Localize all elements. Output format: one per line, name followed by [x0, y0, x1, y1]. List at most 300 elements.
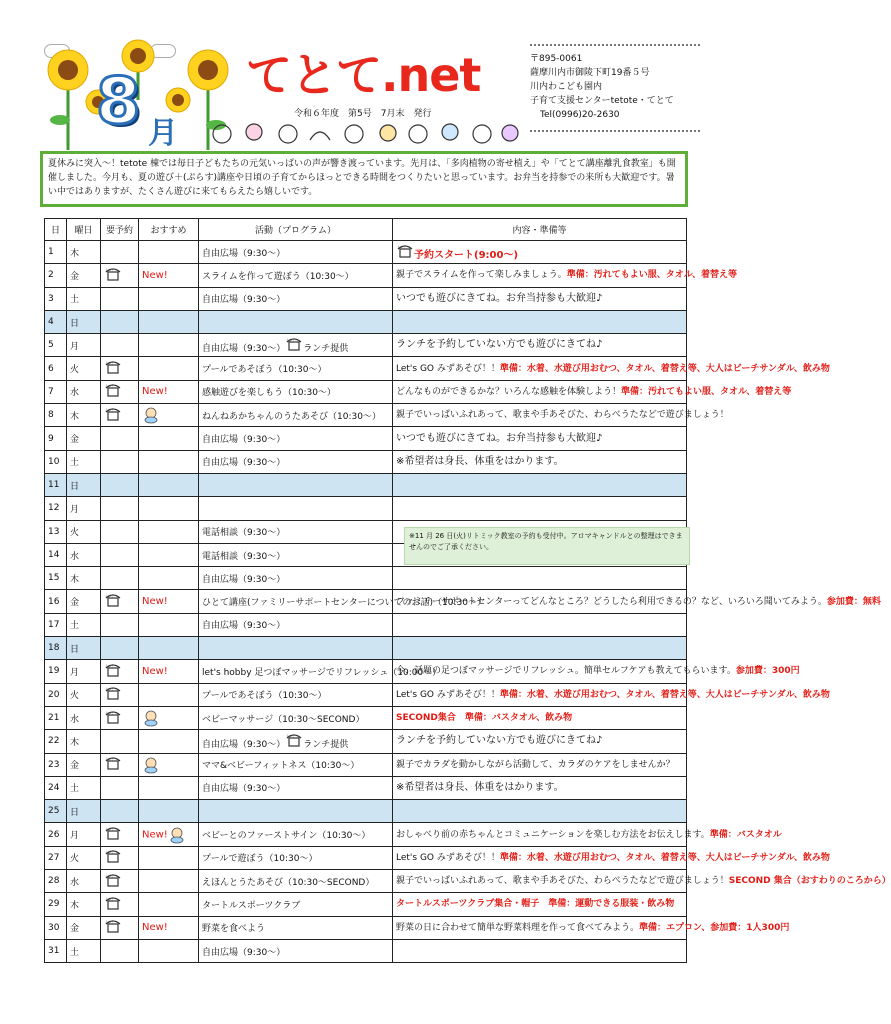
activity-text: 感触遊びを楽しもう（10:30～） [202, 388, 336, 399]
day-number: 28 [45, 870, 67, 893]
reservation-cell [101, 637, 139, 660]
day-number: 16 [45, 590, 67, 613]
content-text: 予約スタート(9:00～) [414, 249, 519, 261]
content-cell [393, 753, 687, 776]
weekday: 金 [67, 427, 101, 450]
activity-text: 自由広場（9:30～） [202, 947, 286, 958]
weekday: 火 [67, 846, 101, 869]
schedule-table [44, 218, 891, 963]
baby-icon [168, 830, 186, 840]
weekday: 土 [67, 613, 101, 636]
activity-text: えほんとうたあそび（10:30～SECOND） [202, 877, 375, 888]
svg-text:よやく: よやく [105, 663, 115, 668]
activity-cell [199, 939, 393, 962]
activity-cell [199, 357, 393, 380]
activity-cell [199, 870, 393, 893]
svg-text:よやく: よやく [286, 733, 296, 738]
schedule-row [45, 683, 687, 706]
reservation-cell [101, 520, 139, 543]
day-number: 7 [45, 380, 67, 403]
svg-text:よやく: よやく [105, 896, 115, 901]
activity-cell [199, 893, 393, 916]
day-number: 13 [45, 520, 67, 543]
baby-icon [142, 411, 160, 421]
new-badge: New! [142, 665, 168, 677]
reservation-cell [101, 380, 139, 403]
schedule-row [45, 590, 687, 613]
day-number: 26 [45, 823, 67, 846]
content-cell [393, 939, 687, 962]
recommend-cell [139, 939, 199, 962]
activity-text: 自由広場（9:30～） [202, 343, 286, 354]
day-number: 19 [45, 660, 67, 683]
activity-text: プールで遊ぼう（10:30～） [202, 854, 318, 865]
reservation-phone-icon [104, 896, 122, 913]
notice-box: ※11 月 26 日(火)リトミック教室の予約も受付中。アロマキャンドルとの整理はできませんのでご了承ください。 [404, 527, 690, 565]
reservation-cell [101, 357, 139, 380]
content-cell [393, 380, 792, 403]
content-cell [393, 427, 687, 450]
reservation-phone-icon [285, 733, 303, 750]
reservation-phone-icon [104, 687, 122, 703]
baby-icon [142, 714, 160, 724]
recommend-cell [139, 637, 199, 660]
recommend-cell [139, 916, 199, 939]
preparation-note: 準備：水着、水遊び用おむつ、タオル、着替え等、大人はビーチサンダル、飲み物 [499, 852, 830, 863]
month-number: 8 [96, 65, 141, 139]
activity-text: ママ&ベビーフィットネス（10:30～） [202, 761, 360, 772]
day-number: 23 [45, 753, 67, 776]
recommend-cell [139, 427, 199, 450]
weekday: 火 [67, 683, 101, 706]
reservation-phone-icon [104, 850, 122, 866]
reservation-cell [101, 893, 139, 916]
svg-text:よやく: よやく [105, 407, 115, 412]
activity-cell [199, 706, 393, 729]
svg-text:よやく: よやく [105, 757, 115, 762]
reservation-cell [101, 473, 139, 496]
reservation-cell [101, 800, 139, 823]
recommend-cell [139, 730, 199, 753]
day-number: 27 [45, 846, 67, 869]
day-number: 8 [45, 404, 67, 427]
activity-cell [199, 473, 393, 496]
reservation-phone-icon [396, 244, 414, 261]
activity-cell [199, 730, 393, 753]
activity-cell [199, 497, 393, 520]
new-badge: New! [142, 596, 168, 608]
day-number: 11 [45, 473, 67, 496]
header-recommend: おすすめ [139, 219, 199, 241]
activity-text: 自由広場（9:30～） [202, 458, 286, 469]
content-cell [393, 637, 687, 660]
reservation-phone-icon [104, 710, 122, 727]
activity-text: ベビーマッサージ（10:30～SECOND） [202, 714, 365, 725]
postal-code: 〒895-0061 [530, 54, 583, 64]
schedule-row [45, 427, 687, 450]
activity-cell [199, 753, 393, 776]
svg-text:よやく: よやく [105, 850, 115, 855]
content-cell [393, 870, 891, 893]
weekday: 月 [67, 660, 101, 683]
day-number: 20 [45, 683, 67, 706]
day-number: 29 [45, 893, 67, 916]
recommend-cell [139, 706, 199, 729]
day-number: 22 [45, 730, 67, 753]
header-weekday: 曜日 [67, 219, 101, 241]
content-cell [393, 473, 687, 496]
activity-cell [199, 404, 393, 427]
reservation-cell [101, 613, 139, 636]
activity-cell [199, 916, 393, 939]
svg-text:よやく: よやく [105, 710, 115, 715]
svg-text:よやく: よやく [105, 384, 115, 389]
day-number: 18 [45, 637, 67, 660]
schedule-row [45, 287, 687, 310]
content-cell [393, 823, 782, 846]
header-day: 日 [45, 219, 67, 241]
reservation-phone-icon [104, 757, 122, 773]
content-cell [393, 287, 687, 310]
reservation-cell [101, 706, 139, 729]
schedule-row [45, 567, 687, 590]
day-number: 10 [45, 450, 67, 473]
recommend-cell [139, 823, 199, 846]
content-cell [393, 264, 738, 287]
weekday: 火 [67, 520, 101, 543]
reservation-cell [101, 287, 139, 310]
activity-cell [199, 287, 393, 310]
content-cell [393, 893, 687, 916]
activity-text: 自由広場（9:30～） [202, 739, 286, 750]
preparation-note: 準備：水着、水遊び用おむつ、タオル、着替え等、大人はビーチサンダル、飲み物 [499, 363, 830, 374]
content-cell [393, 497, 687, 520]
content-cell [393, 310, 687, 333]
activity-text: 電話相談（9:30～） [202, 551, 286, 562]
header-activity: 活動（プログラム） [199, 219, 393, 241]
content-text: 親子でいっぱいふれあって、歌まや手あそびた、わらべうたなどで遊びましょう！ [396, 876, 729, 887]
schedule-row [45, 497, 687, 520]
content-text: 野菜の日に合わせて簡単な野菜料理を作って食べてみよう。 [396, 922, 640, 933]
activity-cell [199, 613, 393, 636]
preparation-note: 準備：バスタオル [709, 829, 782, 840]
preparation-note: 準備：汚れてもよい服、タオル、着替え等 [621, 386, 792, 397]
content-text: おしゃべり前の赤ちゃんとコミュニケーションを楽しむ方法をお伝えします。 [396, 829, 710, 840]
activity-cell [199, 264, 393, 287]
reservation-cell [101, 310, 139, 333]
reservation-cell [101, 590, 139, 613]
reservation-cell [101, 427, 139, 450]
activity-text: ひとて講座(ファミリーサポートセンターについてのお話)（10:30～） [202, 598, 486, 609]
activity-text: ベビーとのファーストサイン（10:30～） [202, 831, 371, 842]
schedule-row [45, 730, 687, 753]
schedule-row [45, 800, 687, 823]
weekday: 金 [67, 916, 101, 939]
weekday: 水 [67, 543, 101, 566]
activity-cell [199, 543, 393, 566]
svg-text:よやく: よやく [105, 361, 115, 366]
day-number: 9 [45, 427, 67, 450]
contact-block [530, 44, 700, 132]
weekday: 木 [67, 404, 101, 427]
content-text: Let's GO みずあそび！！ [396, 689, 500, 700]
reservation-cell [101, 823, 139, 846]
schedule-row [45, 870, 687, 893]
svg-text:よやく: よやく [105, 827, 115, 832]
recommend-cell [139, 497, 199, 520]
content-cell [393, 357, 830, 380]
activity-text: 自由広場（9:30～） [202, 784, 286, 795]
svg-text:よやく: よやく [105, 873, 115, 878]
recommend-cell [139, 870, 199, 893]
recommend-cell [139, 613, 199, 636]
weekday: 水 [67, 380, 101, 403]
content-text: 親子でカラダを動かしながら活動して、カラダのケアをしませんか？ [396, 759, 675, 770]
preparation-note: 参加費：無料 [826, 596, 881, 607]
day-number: 1 [45, 241, 67, 264]
telephone: Tel(0996)20-2630 [540, 110, 620, 120]
recommend-cell [139, 776, 199, 799]
preparation-note: SECOND 集合（おすわりのころから） [728, 876, 891, 887]
svg-text:よやく: よやく [105, 594, 115, 599]
content-text: 親子でいっぱいふれあって、歌まや手あそびた、わらべうたなどで遊びましょう！ [396, 410, 729, 421]
activity-cell [199, 450, 393, 473]
weekday: 水 [67, 870, 101, 893]
recommend-cell [139, 450, 199, 473]
preparation-note: 準備：水着、水遊び用おむつ、タオル、着替え等、大人はビーチサンダル、飲み物 [499, 689, 830, 700]
new-badge: New! [142, 922, 168, 934]
recommend-cell [139, 404, 199, 427]
schedule-row [45, 241, 687, 264]
new-badge: New! [142, 829, 168, 841]
content-text: ランチを予約していない方でも遊びにきてね♪ [396, 339, 603, 351]
reservation-cell [101, 916, 139, 939]
content-cell [393, 800, 687, 823]
issue-line: 令和６年度 第5号 7月末 発行 [294, 109, 432, 119]
content-text: どんなものができるかな？いろんな感触を体験しよう！ [396, 386, 622, 397]
preparation-note: 準備：エプロン、参加費：1人300円 [639, 922, 790, 933]
baby-icon [142, 760, 160, 770]
activity-text: ねんねあかちゃんのうたあそび（10:30～） [202, 411, 381, 422]
reservation-phone-icon [104, 663, 122, 680]
activity-cell [199, 846, 393, 869]
contact-divider-top [530, 44, 700, 46]
activity-cell [199, 241, 393, 264]
day-number: 17 [45, 613, 67, 636]
contact-divider-bottom [530, 130, 700, 132]
activity-text: 自由広場（9:30～） [202, 248, 286, 259]
recommend-cell [139, 334, 199, 357]
activity-cell [199, 427, 393, 450]
activity-text: 自由広場（9:30～） [202, 621, 286, 632]
preparation-note: 準備：汚れてもよい服、タオル、着替え等 [566, 270, 738, 281]
reservation-cell [101, 846, 139, 869]
recommend-cell [139, 241, 199, 264]
weekday: 土 [67, 287, 101, 310]
day-number: 14 [45, 543, 67, 566]
content-text: ランチを予約していない方でも遊びにきてね♪ [396, 735, 603, 747]
reservation-cell [101, 543, 139, 566]
content-cell [393, 706, 687, 729]
reservation-phone-icon [104, 920, 122, 936]
reservation-phone-icon [104, 827, 122, 843]
weekday: 火 [67, 357, 101, 380]
svg-text:よやく: よやく [105, 267, 115, 272]
reservation-cell [101, 660, 139, 683]
recommend-cell [139, 357, 199, 380]
recommend-cell [139, 660, 199, 683]
reservation-phone-icon [104, 407, 122, 424]
schedule-row [45, 264, 687, 287]
newsletter-logo: てとて.net [246, 48, 481, 102]
activity-cell [199, 800, 393, 823]
weekday: 日 [67, 310, 101, 333]
reservation-phone-icon [104, 384, 122, 400]
new-badge: New! [142, 269, 168, 281]
weekday: 金 [67, 753, 101, 776]
newsletter-header [0, 0, 724, 150]
weekday: 月 [67, 823, 101, 846]
activity-cell [199, 776, 393, 799]
content-cell [393, 334, 687, 357]
content-text: いつでも遊びにきてね。お弁当持参も大歓迎♪ [396, 432, 603, 444]
content-text: ※希望者は身長、体重をはかります。 [396, 781, 564, 793]
day-number: 21 [45, 706, 67, 729]
content-cell [393, 450, 687, 473]
reservation-cell [101, 730, 139, 753]
reservation-cell [101, 241, 139, 264]
weekday: 土 [67, 450, 101, 473]
reservation-phone-icon [104, 873, 122, 890]
activity-cell [199, 683, 393, 706]
schedule-row [45, 450, 687, 473]
content-text: Let's GO みずあそび！！ [396, 852, 500, 863]
new-badge: New! [142, 386, 168, 398]
activity-cell [199, 823, 393, 846]
day-number: 24 [45, 776, 67, 799]
day-number: 4 [45, 310, 67, 333]
schedule-row [45, 380, 687, 403]
schedule-row [45, 846, 687, 869]
day-number: 3 [45, 287, 67, 310]
header-reservation: 要予約 [101, 219, 139, 241]
schedule-row [45, 893, 687, 916]
recommend-cell [139, 543, 199, 566]
schedule-row [45, 706, 687, 729]
activity-cell [199, 334, 393, 357]
weekday: 木 [67, 893, 101, 916]
weekday: 木 [67, 567, 101, 590]
day-number: 5 [45, 334, 67, 357]
table-header-row [45, 219, 687, 241]
recommend-cell [139, 264, 199, 287]
content-cell [393, 660, 800, 683]
activity-text: let's hobby 足つぼマッサージでリフレッシュ（10:00～） [202, 667, 442, 678]
reservation-phone-icon [285, 337, 303, 354]
weekday: 土 [67, 939, 101, 962]
svg-text:よやく: よやく [105, 920, 115, 925]
intro-message: 夏休みに突入～！tetote 棟では毎日子どもたちの元気いっぱいの声が響き渡っています。先月は、「多肉植物の寄せ植え」や「てとて講座離乳食教室」も開催しました。今月も、夏の遊び＋(ぷらす)講座や日頃の子育てからほっとできる時間をつくりたいと思っています。お弁当を持参での来所も大歓迎です。暑い中ではありますが、たくさん遊びに来てもらえたら嬉しいです。 [40, 151, 688, 207]
day-number: 12 [45, 497, 67, 520]
svg-text:よやく: よやく [105, 687, 115, 692]
content-text: ファミリーサポートセンターってどんなところ？どうしたら利用できるの？など、いろいろ聞いてみよう。 [396, 596, 827, 607]
month-badge [96, 65, 178, 151]
activity-text: プールであそぼう（10:30～） [202, 365, 327, 376]
address-line-2: 川内わこども園内 [530, 82, 603, 92]
activity-text: 自由広場（9:30～） [202, 435, 286, 446]
month-suffix: 月 [148, 116, 178, 151]
recommend-cell [139, 567, 199, 590]
activity-cell [199, 567, 393, 590]
reservation-cell [101, 334, 139, 357]
weekday: 日 [67, 473, 101, 496]
schedule-row [45, 613, 687, 636]
recommend-cell [139, 590, 199, 613]
content-cell [393, 241, 687, 264]
day-number: 2 [45, 264, 67, 287]
weekday: 木 [67, 730, 101, 753]
recommend-cell [139, 287, 199, 310]
activity-text: 電話相談（9:30～） [202, 528, 286, 539]
schedule-row [45, 660, 687, 683]
reservation-cell [101, 776, 139, 799]
recommend-cell [139, 520, 199, 543]
activity-text: 自由広場（9:30～） [202, 574, 286, 585]
header-content: 内容・準備等 [393, 219, 687, 241]
reservation-cell [101, 939, 139, 962]
activity-text: 自由広場（9:30～） [202, 295, 286, 306]
weekday: 月 [67, 497, 101, 520]
content-text: ※希望者は身長、体重をはかります。 [396, 455, 564, 467]
day-number: 25 [45, 800, 67, 823]
reservation-cell [101, 497, 139, 520]
content-cell [393, 730, 687, 753]
content-cell [393, 567, 687, 590]
recommend-cell [139, 683, 199, 706]
reservation-phone-icon [104, 267, 122, 284]
weekday: 木 [67, 241, 101, 264]
character-decoration-row [204, 118, 524, 148]
content-cell [393, 776, 687, 799]
reservation-phone-icon [104, 594, 122, 610]
reservation-cell [101, 567, 139, 590]
activity-cell [199, 660, 442, 683]
schedule-row [45, 823, 687, 846]
weekday: 月 [67, 334, 101, 357]
activity-cell [199, 637, 393, 660]
activity-cell [199, 310, 393, 333]
content-text: Let's GO みずあそび！！ [396, 363, 500, 374]
reservation-cell [101, 870, 139, 893]
activity-cell [199, 520, 393, 543]
schedule-row [45, 334, 687, 357]
reservation-cell [101, 753, 139, 776]
schedule-row [45, 310, 687, 333]
weekday: 金 [67, 264, 101, 287]
activity-text: スライムを作って遊ぼう（10:30～） [202, 271, 354, 282]
content-text: 今、話題の足つぼマッサージでリフレッシュ。簡単セルフケアも教えてもらいます。 [396, 666, 736, 677]
schedule-row [45, 776, 687, 799]
content-cell [393, 590, 881, 613]
content-cell [393, 613, 687, 636]
schedule-row [45, 404, 687, 427]
activity-text: 野菜を食べよう [202, 924, 266, 935]
svg-text:よやく: よやく [397, 244, 407, 249]
content-text: 親子でスライムを作って楽しみましょう。 [396, 270, 567, 281]
day-number: 6 [45, 357, 67, 380]
schedule-row [45, 753, 687, 776]
preparation-note: タートルスポーツクラブ集合・帽子 準備：運動できる服装・飲み物 [396, 899, 675, 910]
